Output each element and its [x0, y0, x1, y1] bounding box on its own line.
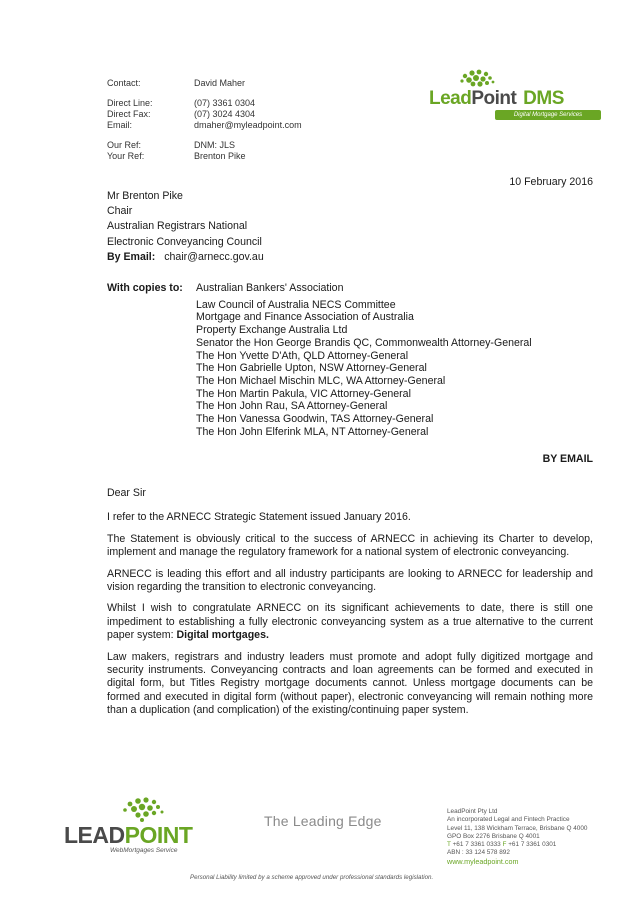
street-address: Level 11, 138 Wickham Terrace, Brisbane Q 4000 — [447, 824, 588, 832]
contact-value: DNM: JLS — [194, 140, 236, 150]
contact-value: Brenton Pike — [194, 151, 246, 161]
list-item: The Hon John Rau, SA Attorney-General — [196, 400, 388, 413]
list-item: Australian Bankers' Association — [196, 282, 344, 294]
website-link[interactable]: www.myleadpoint.com — [447, 856, 519, 866]
list-item: The Hon Vanessa Goodwin, TAS Attorney-General — [196, 413, 434, 426]
logo-wordmark: LeadPoint DMS — [429, 88, 564, 109]
by-email-label: BY EMAIL — [542, 453, 593, 465]
fax-number: +61 7 3361 0301 — [508, 841, 557, 849]
recipient-email: chair@arnecc.gov.au — [164, 250, 264, 263]
list-item: Mortgage and Finance Association of Australia — [196, 311, 414, 324]
contact-block — [107, 78, 337, 162]
letter-date: 10 February 2016 — [509, 176, 593, 188]
our-ref-row — [107, 140, 337, 151]
email-label: By Email: — [107, 250, 156, 263]
leadpoint-footer-logo — [62, 796, 222, 860]
list-item: Senator the Hon George Brandis QC, Commonwealth Attorney-General — [196, 336, 532, 349]
list-item: Property Exchange Australia Ltd — [196, 324, 348, 337]
list-item: The Hon Michael Mischin MLC, WA Attorney-General — [196, 374, 446, 387]
tagline: The Leading Edge — [264, 813, 382, 829]
list-item: The Hon Martin Pakula, VIC Attorney-General — [196, 387, 411, 400]
paragraph: Whilst I wish to congratulate ARNECC on its significant achievements to date, there is still one impediment to establishing a fully electronic conveyancing system as a true alternative to the current paper system: Digital mortgages. — [107, 602, 593, 642]
company-details — [447, 808, 637, 866]
postal-address: GPO Box 2276 Brisbane Q 4001 — [447, 832, 540, 840]
copies-label: With copies to: — [107, 282, 183, 294]
contact-value: David Maher — [194, 78, 246, 88]
recipient-block — [107, 189, 264, 265]
email-row — [107, 120, 337, 131]
paragraph: The Statement is obviously critical to the success of ARNECC in achieving its Charter to develop, implement and manage the regulatory framework for a national system of electronic conveyancing. — [107, 532, 593, 559]
your-ref-row — [107, 151, 337, 162]
list-item: The Hon Yvette D'Ath, QLD Attorney-General — [196, 349, 409, 362]
contact-label: Email: — [107, 120, 133, 130]
paragraph: ARNECC is leading this effort and all industry participants are looking to ARNECC for leadership and vision regarding the transition to electronic conveyancing. — [107, 567, 593, 594]
contact-value: (07) 3361 0304 — [194, 98, 256, 108]
direct-fax-row — [107, 109, 337, 120]
recipient-name: Mr Brenton Pike — [107, 190, 183, 202]
recipient-org: Electronic Conveyancing Council — [107, 235, 262, 248]
logo-subtitle-bar: Digital Mortgage Services — [495, 110, 601, 120]
paragraph: I refer to the ARNECC Strategic Statement issued January 2016. — [107, 511, 411, 524]
contact-row — [107, 78, 337, 89]
abn: ABN : 33 124 578 892 — [447, 849, 510, 857]
contact-label: Direct Line: — [107, 98, 153, 108]
contact-value: dmaher@myleadpoint.com — [194, 120, 302, 130]
footer-logo-subtitle: WebMortgages Service — [110, 847, 178, 854]
liability-notice: Personal Liability limited by a scheme approved under professional standards legislation. — [190, 874, 434, 881]
contact-label: Our Ref: — [107, 140, 142, 150]
leadpoint-dms-logo — [425, 66, 605, 122]
list-item: Law Council of Australia NECS Committee — [196, 298, 396, 311]
company-desc: An incorporated Legal and Fintech Practice — [447, 816, 570, 824]
salutation: Dear Sir — [107, 487, 146, 499]
contact-label: Your Ref: — [107, 151, 145, 161]
list-item: The Hon John Elferink MLA, NT Attorney-General — [196, 425, 429, 438]
footer-logo-wordmark: LEADPOINT — [64, 822, 193, 848]
phone-line: T +61 7 3361 0333 F +61 7 3361 0301 — [447, 841, 557, 849]
paragraph: Law makers, registrars and industry leaders must promote and adopt fully digitized mortgage and security instruments. Conveyancing contracts and loan agreements can be formed and executed in digital form, but Titles Registry mortgage documents cannot. Unless mortgage documents can be formed and executed in digital form (without paper), electronic conveyancing will remain nothing more than a duplication (and complication) of the existing/continuing paper system. — [107, 650, 593, 717]
letter-body — [107, 487, 593, 726]
company-name: LeadPoint Pty Ltd — [447, 808, 498, 815]
contact-label: Direct Fax: — [107, 109, 151, 119]
copies-list — [196, 282, 596, 438]
recipient-title: Chair — [107, 205, 133, 218]
contact-value: (07) 3024 4304 — [194, 109, 256, 119]
phone-number: +61 7 3361 0333 — [452, 841, 501, 849]
contact-label: Contact: — [107, 78, 141, 88]
recipient-email-line — [107, 250, 264, 265]
list-item: The Hon Gabrielle Upton, NSW Attorney-General — [196, 362, 427, 375]
recipient-org: Australian Registrars National — [107, 220, 248, 233]
direct-line-row — [107, 98, 337, 109]
digital-mortgages-emphasis: Digital mortgages. — [176, 629, 269, 642]
